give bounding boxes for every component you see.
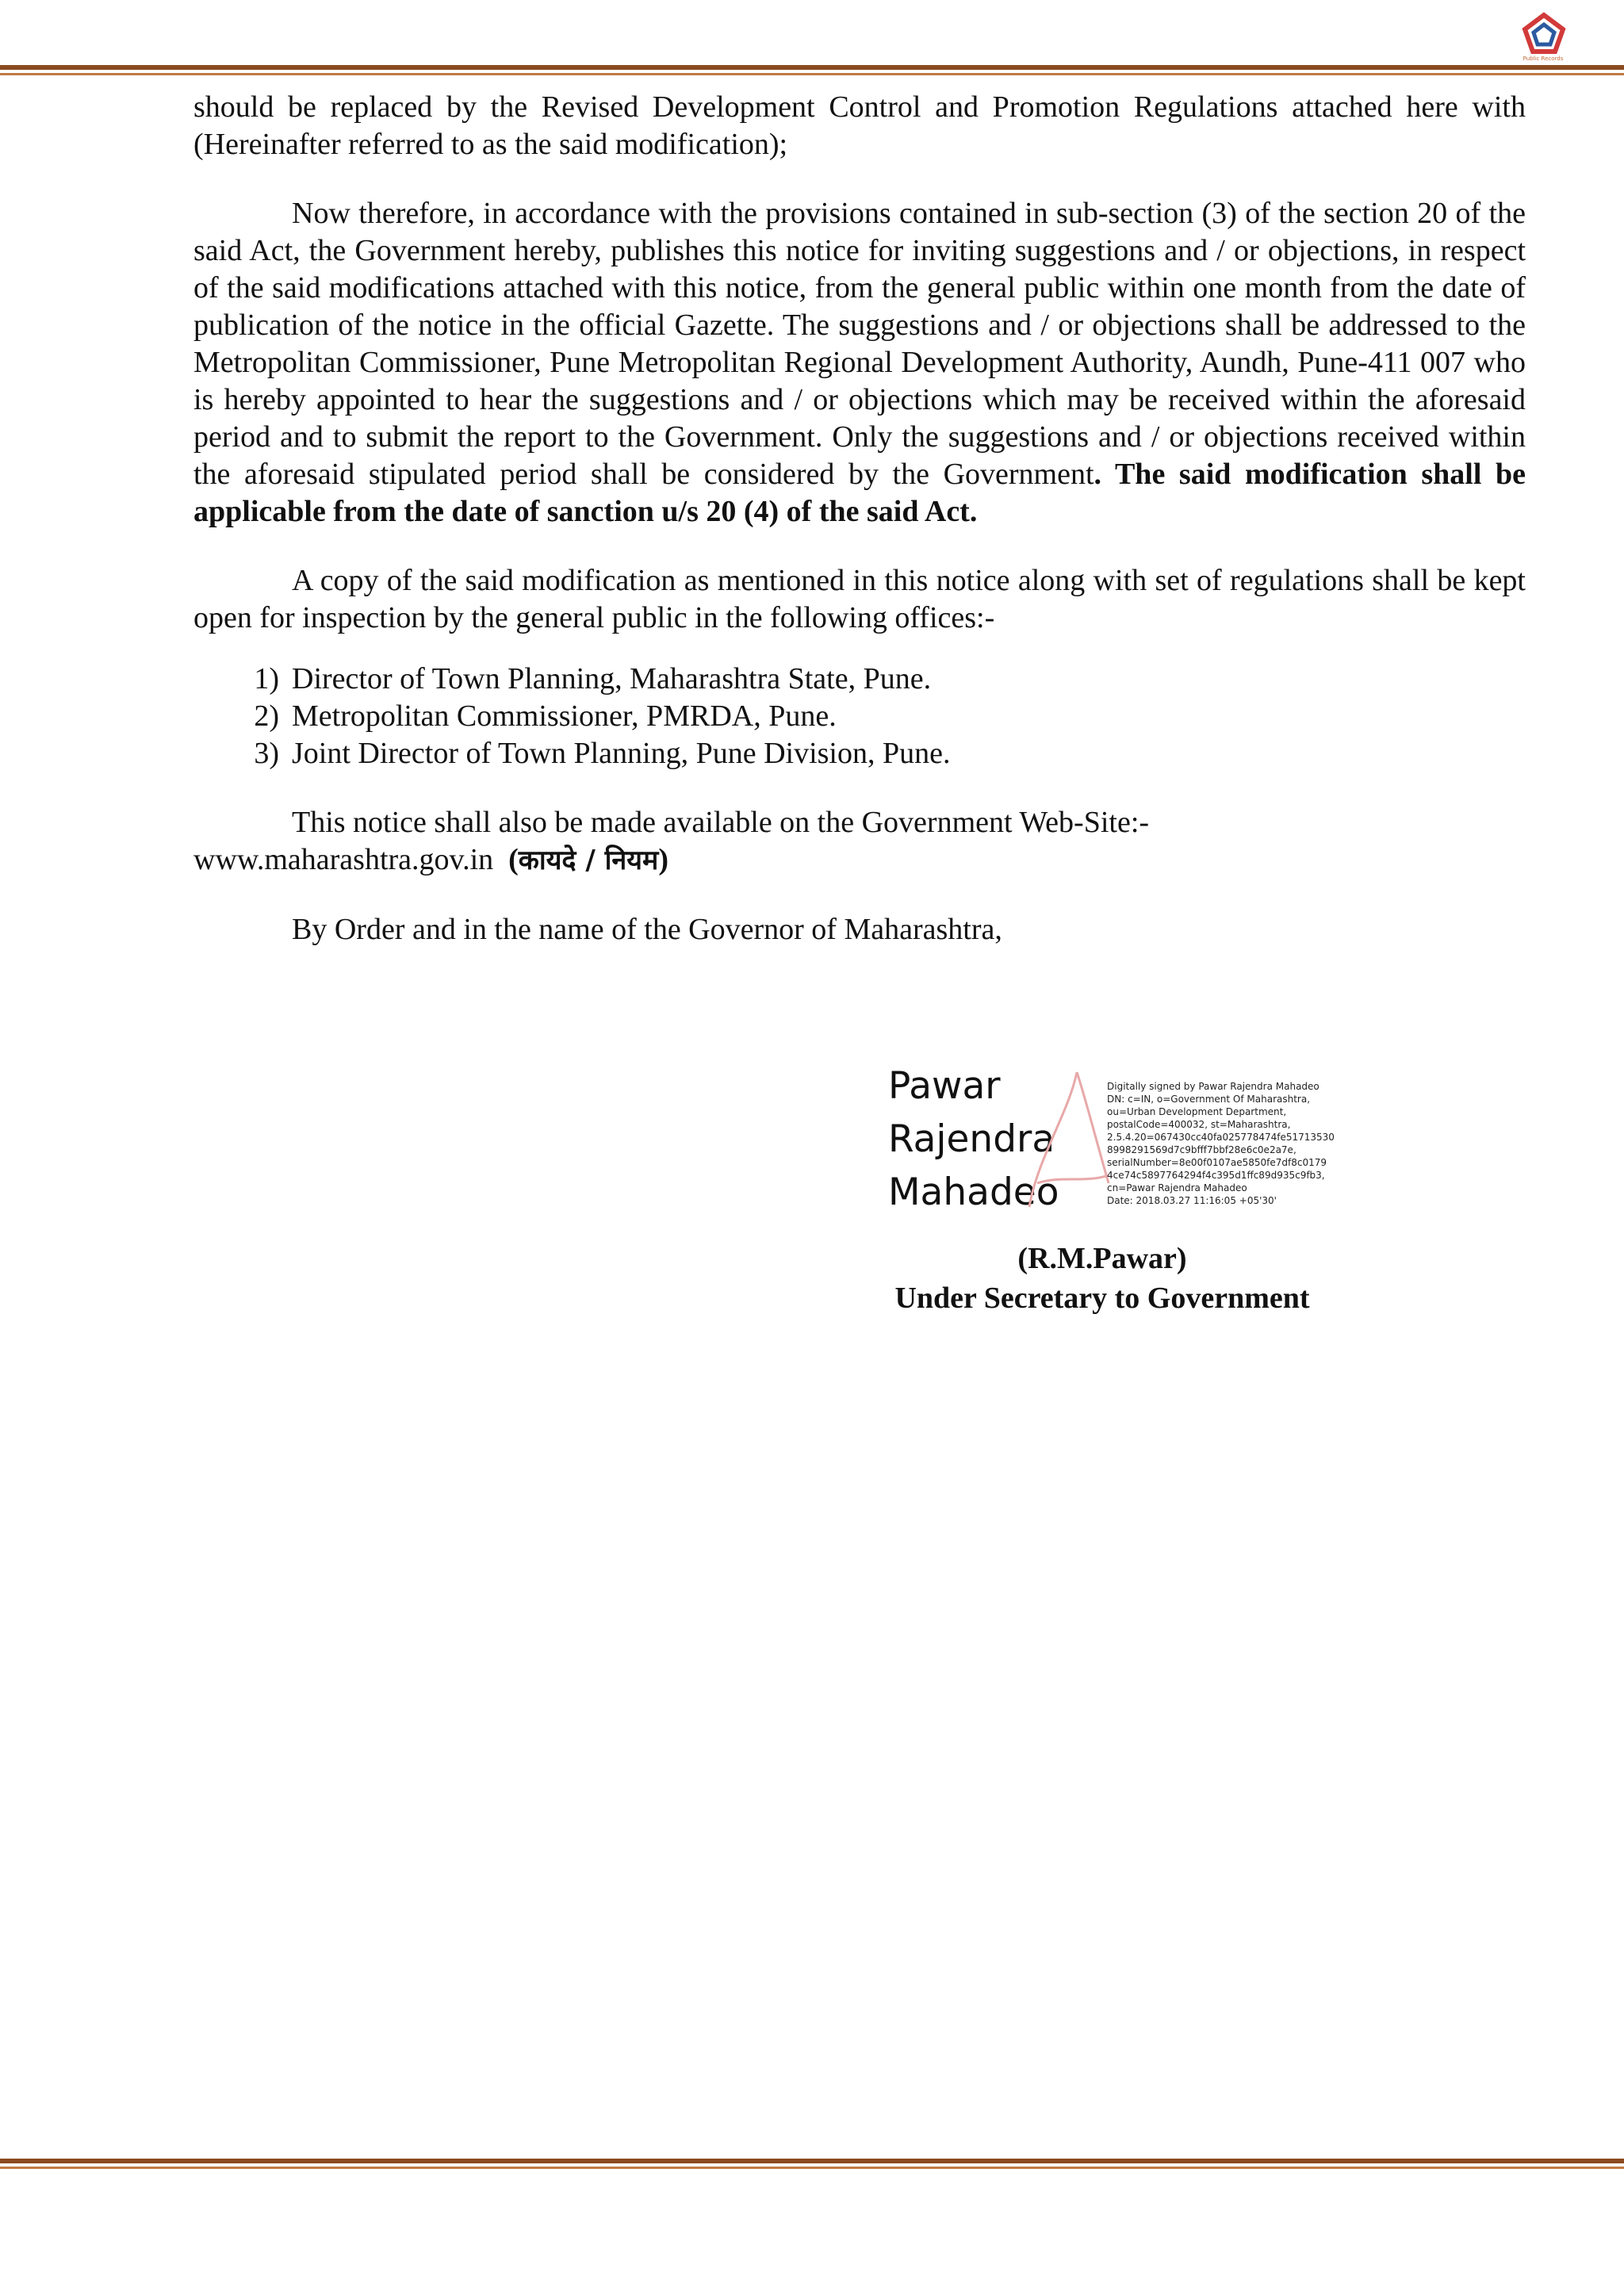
signatory-designation: Under Secretary to Government: [894, 1282, 1310, 1315]
digital-signature: [888, 1059, 1335, 1216]
paragraph-order: By Order and in the name of the Governor of Maharashtra,: [292, 913, 1002, 946]
paragraph-website: This notice shall also be made available on the Government Web-Site:-: [292, 806, 1150, 839]
signature-detail-line: Date: 2018.03.27 11:16:05 +05'30': [1107, 1195, 1277, 1206]
list-item: [193, 735, 1526, 772]
signature-details: [1107, 1080, 1345, 1207]
signature-detail-line: Digitally signed by Pawar Rajendra Mahadeo: [1107, 1081, 1320, 1092]
signature-detail-line: cn=Pawar Rajendra Mahadeo: [1107, 1182, 1247, 1193]
paragraph-replacement: should be replaced by the Revised Development Control and Promotion Regulations attached here with (Hereinafter referred to as the said modification);: [193, 90, 1526, 161]
list-number: 2): [254, 699, 279, 733]
paragraph-notice-bold: . The said modification shall be applicable from the date of sanction u/s 20 (4) of the said Act.: [193, 458, 1526, 528]
signature-detail-line: serialNumber=8e00f0107ae5850fe7df8c0179: [1107, 1157, 1327, 1168]
signatory-block: [825, 1239, 1380, 1318]
website-line: [193, 841, 1526, 879]
signature-detail-line: ou=Urban Development Department,: [1107, 1106, 1287, 1117]
signature-mark-icon: [1021, 1064, 1116, 1215]
top-rule: [0, 65, 1624, 75]
list-item: [193, 661, 1526, 698]
list-text: Joint Director of Town Planning, Pune Division, Pune.: [292, 737, 951, 770]
list-text: Director of Town Planning, Maharashtra State, Pune.: [292, 662, 932, 695]
paragraph-notice: [193, 195, 1526, 531]
signature-detail-line: 8998291569d7c9bfff7bbf28e6c0e2a7e,: [1107, 1144, 1297, 1155]
bottom-rule: [0, 2159, 1624, 2169]
paragraph-inspection: A copy of the said modification as mentioned in this notice along with set of regulations shall be kept open for inspection by the general public in the following offices:-: [193, 564, 1526, 634]
signature-detail-line: DN: c=IN, o=Government Of Maharashtra,: [1107, 1094, 1311, 1105]
notice-body: [193, 89, 1526, 948]
website-note-marathi: कायदे / नियम: [518, 845, 659, 876]
website-url: www.maharashtra.gov.in: [193, 843, 494, 876]
logo-caption: Public Records: [1522, 56, 1564, 62]
signature-line: Mahadeo: [888, 1170, 1059, 1214]
website-note-open: (: [508, 843, 519, 876]
signature-line: Rajendra: [888, 1117, 1055, 1161]
signature-detail-line: 2.5.4.20=067430cc40fa025778474fe51713530: [1107, 1132, 1335, 1143]
list-item: [193, 698, 1526, 735]
list-number: 1): [254, 662, 279, 695]
offices-list: [193, 661, 1526, 772]
signature-detail-line: postalCode=400032, st=Maharashtra,: [1107, 1119, 1291, 1130]
website-note-close: ): [658, 843, 668, 876]
signatory-name: (R.M.Pawar): [1017, 1242, 1187, 1275]
paragraph-notice-text: Now therefore, in accordance with the provisions contained in sub-section (3) of the section 20 of the said Act, the Government hereby, publishes this notice for inviting suggestions and / or objections, in respect of the said modifications attached with this notice, from the general public within one month from the date of publication of the notice in the official Gazette. The suggestions and / or objections shall be addressed to the Metropolitan Commissioner, Pune Metropolitan Regional Development Authority, Aundh, Pune-411 007 who is hereby appointed to hear the suggestions and / or objections which may be received within the aforesaid period and to submit the report to the Government. Only the suggestions and / or objections received within the aforesaid stipulated period shall be considered by the Government: [193, 197, 1526, 491]
list-number: 3): [254, 737, 279, 770]
list-text: Metropolitan Commissioner, PMRDA, Pune.: [292, 699, 837, 733]
signature-detail-line: 4ce74c5897764294f4c395d1ffc89d935c9fb3,: [1107, 1170, 1325, 1181]
signature-line: Pawar: [888, 1064, 1001, 1108]
